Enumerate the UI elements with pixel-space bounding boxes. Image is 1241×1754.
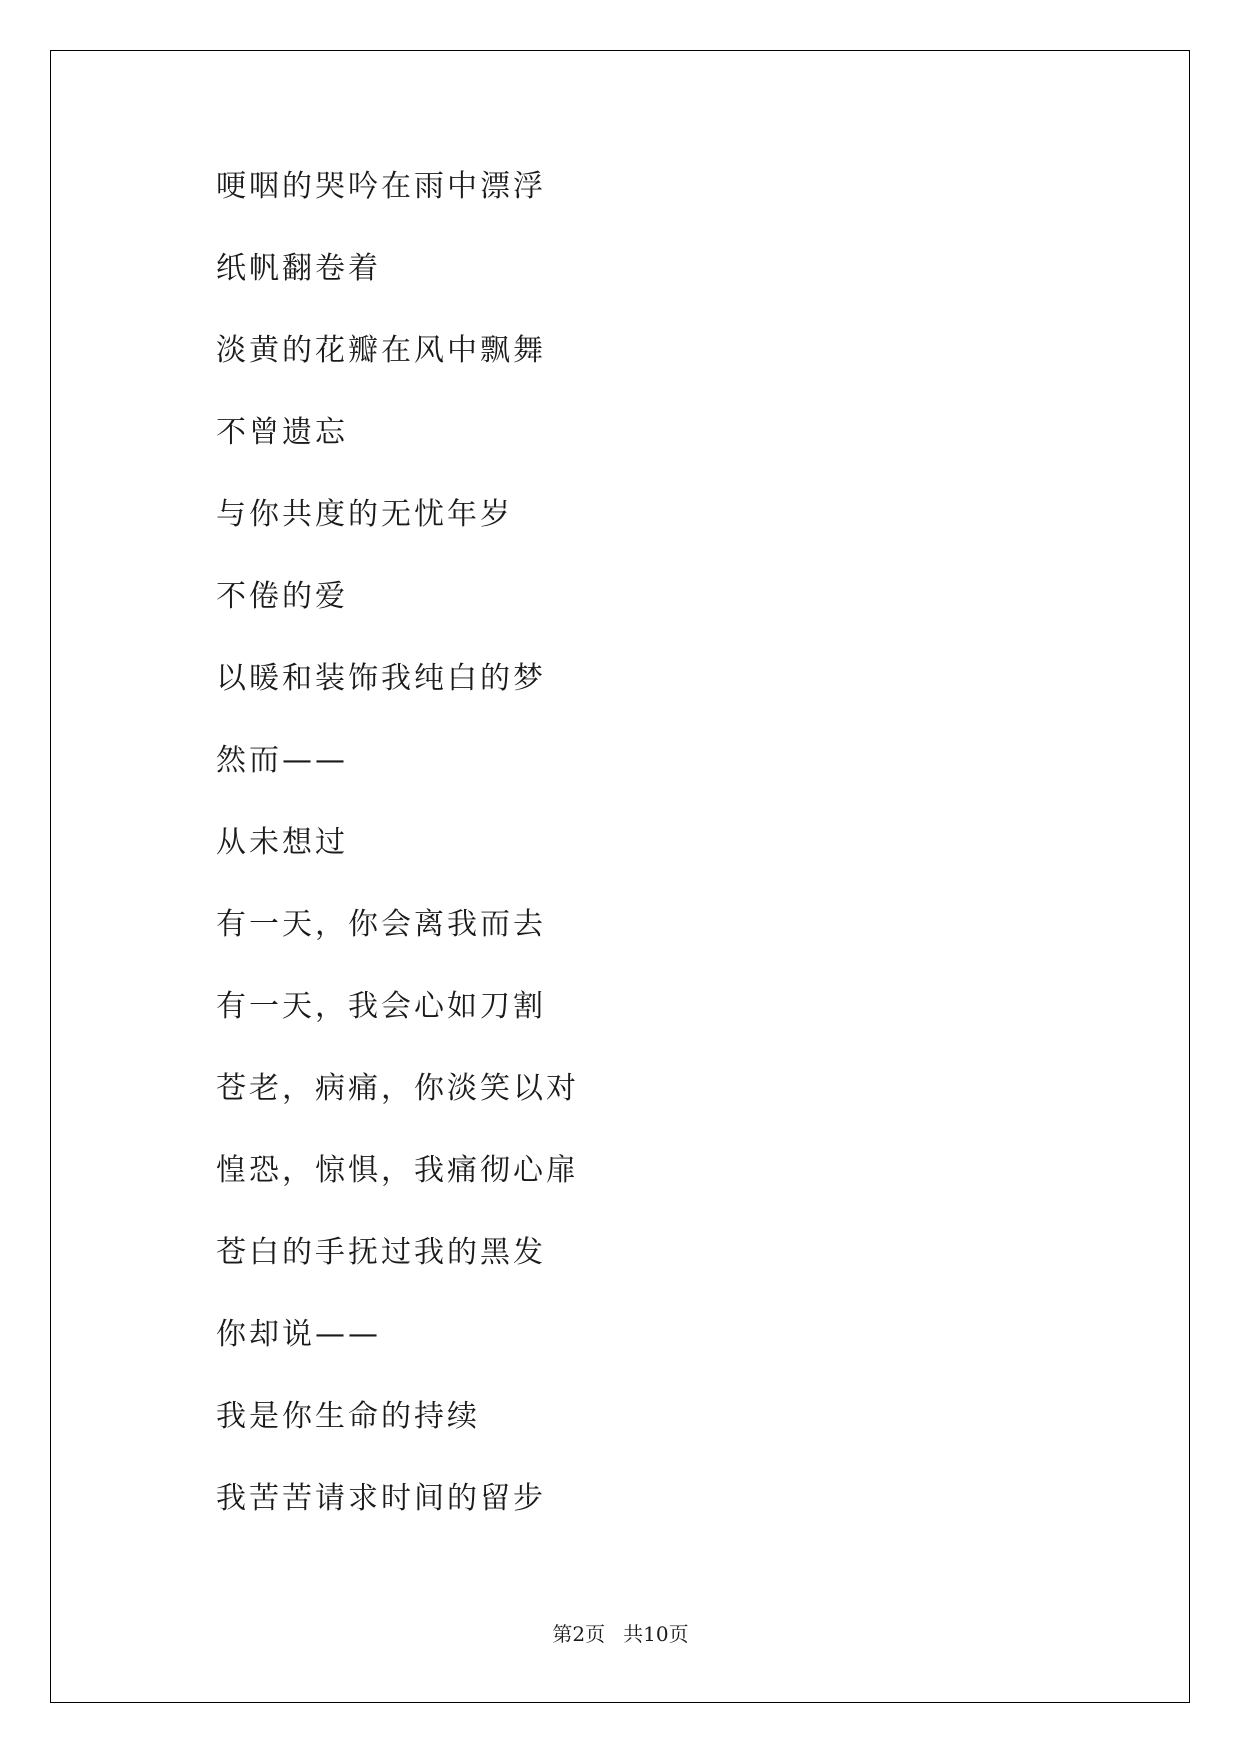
poem-line: 与你共度的无忧年岁 [216, 497, 513, 532]
page-footer [0, 1621, 1241, 1647]
poem-line: 惶恐，惊惧，我痛彻心扉 [216, 1153, 579, 1188]
poem-line: 淡黄的花瓣在风中飘舞 [216, 333, 546, 368]
poem-line: 苍白的手抚过我的黑发 [216, 1235, 546, 1270]
page-number-label: 第2页 [552, 1622, 606, 1646]
poem-line: 我是你生命的持续 [216, 1399, 480, 1434]
poem-line: 不倦的爱 [216, 579, 348, 614]
poem-line: 然而—— [216, 743, 348, 778]
poem-line: 哽咽的哭吟在雨中漂浮 [216, 169, 546, 204]
poem-line: 苍老，病痛，你淡笑以对 [216, 1071, 579, 1106]
poem-body [216, 168, 579, 1562]
poem-line: 我苦苦请求时间的留步 [216, 1481, 546, 1516]
poem-line: 从未想过 [216, 825, 348, 860]
poem-line: 不曾遗忘 [216, 415, 348, 450]
poem-line: 你却说—— [216, 1317, 381, 1352]
page-total-label: 共10页 [623, 1622, 689, 1646]
poem-line: 有一天，我会心如刀割 [216, 989, 546, 1024]
poem-line: 以暖和装饰我纯白的梦 [216, 661, 546, 696]
poem-line: 有一天，你会离我而去 [216, 907, 546, 942]
poem-line: 纸帆翻卷着 [216, 251, 381, 286]
